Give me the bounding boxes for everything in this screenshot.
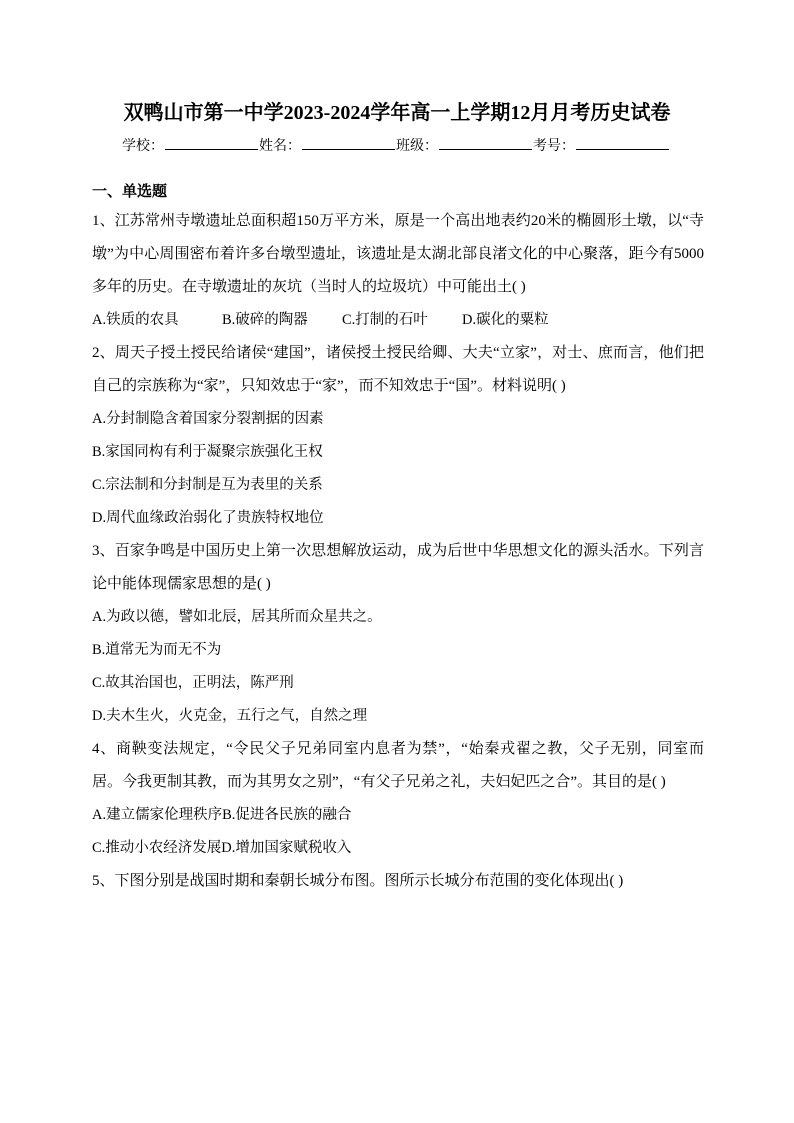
section-heading-multiple-choice: 一、单选题 — [92, 184, 168, 200]
question-1-option-b[interactable]: B.破碎的陶器 — [222, 312, 308, 328]
question-3-option-c[interactable]: C.故其治国也，正明法，陈严刑 — [92, 675, 294, 691]
question-4-options-ab[interactable]: A.建立儒家伦理秩序B.促进各民族的融合 — [92, 807, 352, 823]
question-1 — [92, 205, 704, 337]
question-2-option-b[interactable]: B.家国同构有利于凝聚宗族强化王权 — [92, 444, 323, 460]
question-2-stem: 2、周天子授土授民给诸侯“建国”，诸侯授土授民给卿、大夫“立家”，对士、庶而言，他们把自己的宗族称为“家”，只知效忠于“家”，而不知效忠于“国”。材料说明( ) — [92, 345, 704, 394]
name-field-label: 姓名： — [259, 139, 301, 154]
question-3-option-a[interactable]: A.为政以德，譬如北辰，居其所而众星共之。 — [92, 609, 382, 625]
question-3-option-b[interactable]: B.道常无为而无不为 — [92, 642, 222, 658]
question-5-stem: 5、下图分别是战国时期和秦朝长城分布图。图所示长城分布范围的变化体现出( ) — [92, 873, 624, 889]
question-1-option-a[interactable]: A.铁质的农具 — [92, 312, 179, 328]
page-title: 双鸭山市第一中学2023-2024学年高一上学期12月月考历史试卷 — [123, 102, 671, 124]
school-field-label: 学校： — [122, 139, 164, 154]
question-5 — [92, 865, 704, 898]
question-1-option-c[interactable]: C.打制的石叶 — [342, 312, 428, 328]
question-2 — [92, 337, 704, 535]
question-4-options-cd[interactable]: C.推动小农经济发展D.增加国家赋税收入 — [92, 840, 352, 856]
question-3-option-d[interactable]: D.夫木生火，火克金，五行之气，自然之理 — [92, 708, 368, 724]
question-2-option-a[interactable]: A.分封制隐含着国家分裂割据的因素 — [92, 411, 324, 427]
class-field-blank[interactable] — [439, 134, 532, 150]
question-2-option-c[interactable]: C.宗法制和分封制是互为表里的关系 — [92, 477, 323, 493]
question-2-option-d[interactable]: D.周代血缘政治弱化了贵族特权地位 — [92, 510, 324, 526]
question-1-stem: 1、江苏常州寺墩遗址总面积超150万平方米，原是一个高出地表约20米的椭圆形土墩，以“寺墩”为中心周围密布着许多台墩型遗址，该遗址是太湖北部良渚文化的中心聚落，距今有5000多年的历史。在寺墩遗址的灰坑（当时人的垃圾坑）中可能出土( ) — [92, 213, 704, 295]
question-1-option-d[interactable]: D.碳化的粟粒 — [462, 312, 549, 328]
school-field-blank[interactable] — [165, 134, 258, 150]
question-3 — [92, 535, 704, 733]
question-1-options — [92, 304, 704, 337]
name-field-blank[interactable] — [302, 134, 395, 150]
student-info-fill-line — [122, 134, 670, 158]
exam-number-field-blank[interactable] — [576, 134, 669, 150]
question-4 — [92, 733, 704, 865]
question-3-stem: 3、百家争鸣是中国历史上第一次思想解放运动，成为后世中华思想文化的源头活水。下列言论中能体现儒家思想的是( ) — [92, 543, 704, 592]
class-field-label: 班级： — [396, 139, 438, 154]
exam-content — [92, 180, 704, 898]
exam-number-field-label: 考号： — [533, 139, 575, 154]
question-4-stem: 4、商鞅变法规定，“令民父子兄弟同室内息者为禁”，“始秦戎翟之教，父子无别，同室而居。今我更制其教，而为其男女之别”，“有父子兄弟之礼，夫妇妃匹之合”。其目的是( ) — [92, 741, 704, 790]
